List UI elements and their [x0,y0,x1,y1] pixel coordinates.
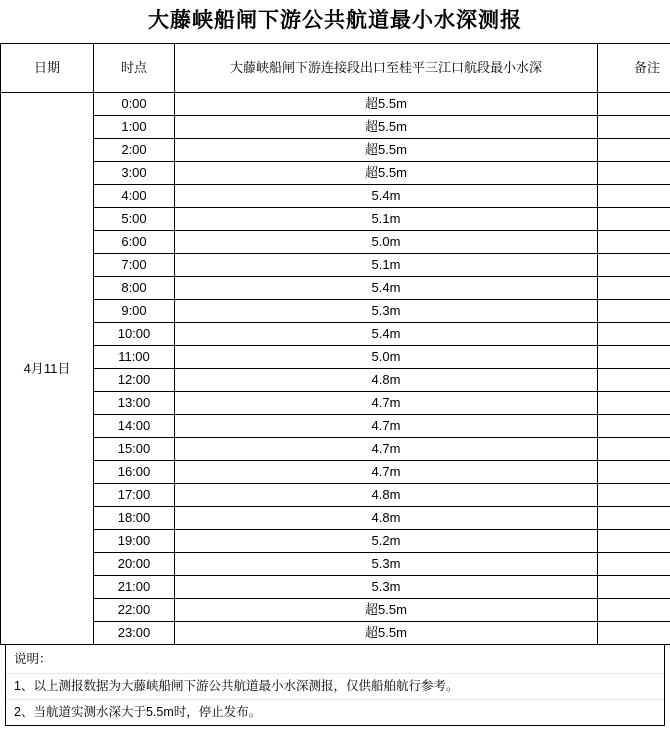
time-cell: 8:00 [94,277,175,300]
note-cell [598,277,670,300]
table-row [1,162,670,185]
depth-cell: 5.3m [175,300,598,323]
time-cell: 16:00 [94,461,175,484]
time-cell: 5:00 [94,208,175,231]
note-cell [598,438,670,461]
table-row [1,484,670,507]
table-row [1,369,670,392]
note-cell [598,323,670,346]
time-cell: 2:00 [94,139,175,162]
depth-cell: 4.7m [175,392,598,415]
notes-label: 说明： [6,645,664,673]
date-cell: 4月11日 [1,93,94,645]
time-cell: 1:00 [94,116,175,139]
time-cell: 14:00 [94,415,175,438]
table-row [1,576,670,599]
column-header-time: 时点 [94,44,175,93]
table-row [1,507,670,530]
depth-cell: 5.0m [175,346,598,369]
depth-cell: 4.8m [175,507,598,530]
table-row [1,116,670,139]
time-cell: 12:00 [94,369,175,392]
note-cell [598,139,670,162]
depth-cell: 5.1m [175,208,598,231]
time-cell: 11:00 [94,346,175,369]
table-row [1,346,670,369]
depth-cell: 4.7m [175,438,598,461]
depth-cell: 4.8m [175,484,598,507]
time-cell: 18:00 [94,507,175,530]
depth-cell: 5.4m [175,277,598,300]
note-cell [598,415,670,438]
table-row [1,599,670,622]
note-cell [598,369,670,392]
time-cell: 17:00 [94,484,175,507]
table-row [1,530,670,553]
column-header-note: 备注 [598,44,670,93]
depth-cell: 5.4m [175,185,598,208]
note-cell [598,507,670,530]
depth-cell: 5.2m [175,530,598,553]
note-cell [598,461,670,484]
table-row [1,185,670,208]
note-cell [598,392,670,415]
depth-cell: 5.4m [175,323,598,346]
time-cell: 13:00 [94,392,175,415]
notes-line: 2、当航道实测水深大于5.5m时，停止发布。 [14,704,262,719]
depth-cell: 4.7m [175,461,598,484]
time-cell: 0:00 [94,93,175,116]
table-row [1,461,670,484]
time-cell: 7:00 [94,254,175,277]
note-cell [598,162,670,185]
time-cell: 9:00 [94,300,175,323]
note-cell [598,576,670,599]
time-cell: 20:00 [94,553,175,576]
note-cell [598,231,670,254]
note-cell [598,484,670,507]
table-body [1,93,670,645]
table-row [1,415,670,438]
note-cell [598,300,670,323]
notes-section [5,645,665,726]
depth-cell: 5.0m [175,231,598,254]
time-cell: 22:00 [94,599,175,622]
table-row [1,553,670,576]
notes-line: 1、以上测报数据为大藤峡船闸下游公共航道最小水深测报，仅供船舶航行参考。 [6,674,664,700]
water-depth-table [0,43,670,645]
depth-cell: 4.8m [175,369,598,392]
table-row [1,231,670,254]
table-row [1,323,670,346]
time-cell: 21:00 [94,576,175,599]
note-cell [598,185,670,208]
table-row [1,438,670,461]
note-cell [598,208,670,231]
time-cell: 4:00 [94,185,175,208]
time-cell: 3:00 [94,162,175,185]
column-header-date: 日期 [1,44,94,93]
table-header [1,44,670,93]
table-row [1,93,670,116]
depth-cell: 超5.5m [175,622,598,645]
time-cell: 6:00 [94,231,175,254]
depth-cell: 超5.5m [175,116,598,139]
note-cell [598,622,670,645]
note-cell [598,116,670,139]
time-cell: 23:00 [94,622,175,645]
table-row [1,392,670,415]
depth-cell: 超5.5m [175,599,598,622]
column-header-depth: 大藤峡船闸下游连接段出口至桂平三江口航段最小水深 [175,44,598,93]
note-cell [598,599,670,622]
table-row [1,254,670,277]
table-row [1,300,670,323]
depth-cell: 超5.5m [175,139,598,162]
table-row [1,277,670,300]
depth-cell: 5.3m [175,576,598,599]
table-row [1,622,670,645]
depth-cell: 超5.5m [175,162,598,185]
table-row [1,208,670,231]
depth-cell: 超5.5m [175,93,598,116]
time-cell: 19:00 [94,530,175,553]
table-row [1,139,670,162]
depth-cell: 5.1m [175,254,598,277]
page-title: 大藤峡船闸下游公共航道最小水深测报 [148,9,522,32]
time-cell: 15:00 [94,438,175,461]
note-cell [598,93,670,116]
depth-cell: 4.7m [175,415,598,438]
note-cell [598,254,670,277]
note-cell [598,553,670,576]
depth-cell: 5.3m [175,553,598,576]
note-cell [598,530,670,553]
time-cell: 10:00 [94,323,175,346]
note-cell [598,346,670,369]
table-header-row [1,44,670,93]
